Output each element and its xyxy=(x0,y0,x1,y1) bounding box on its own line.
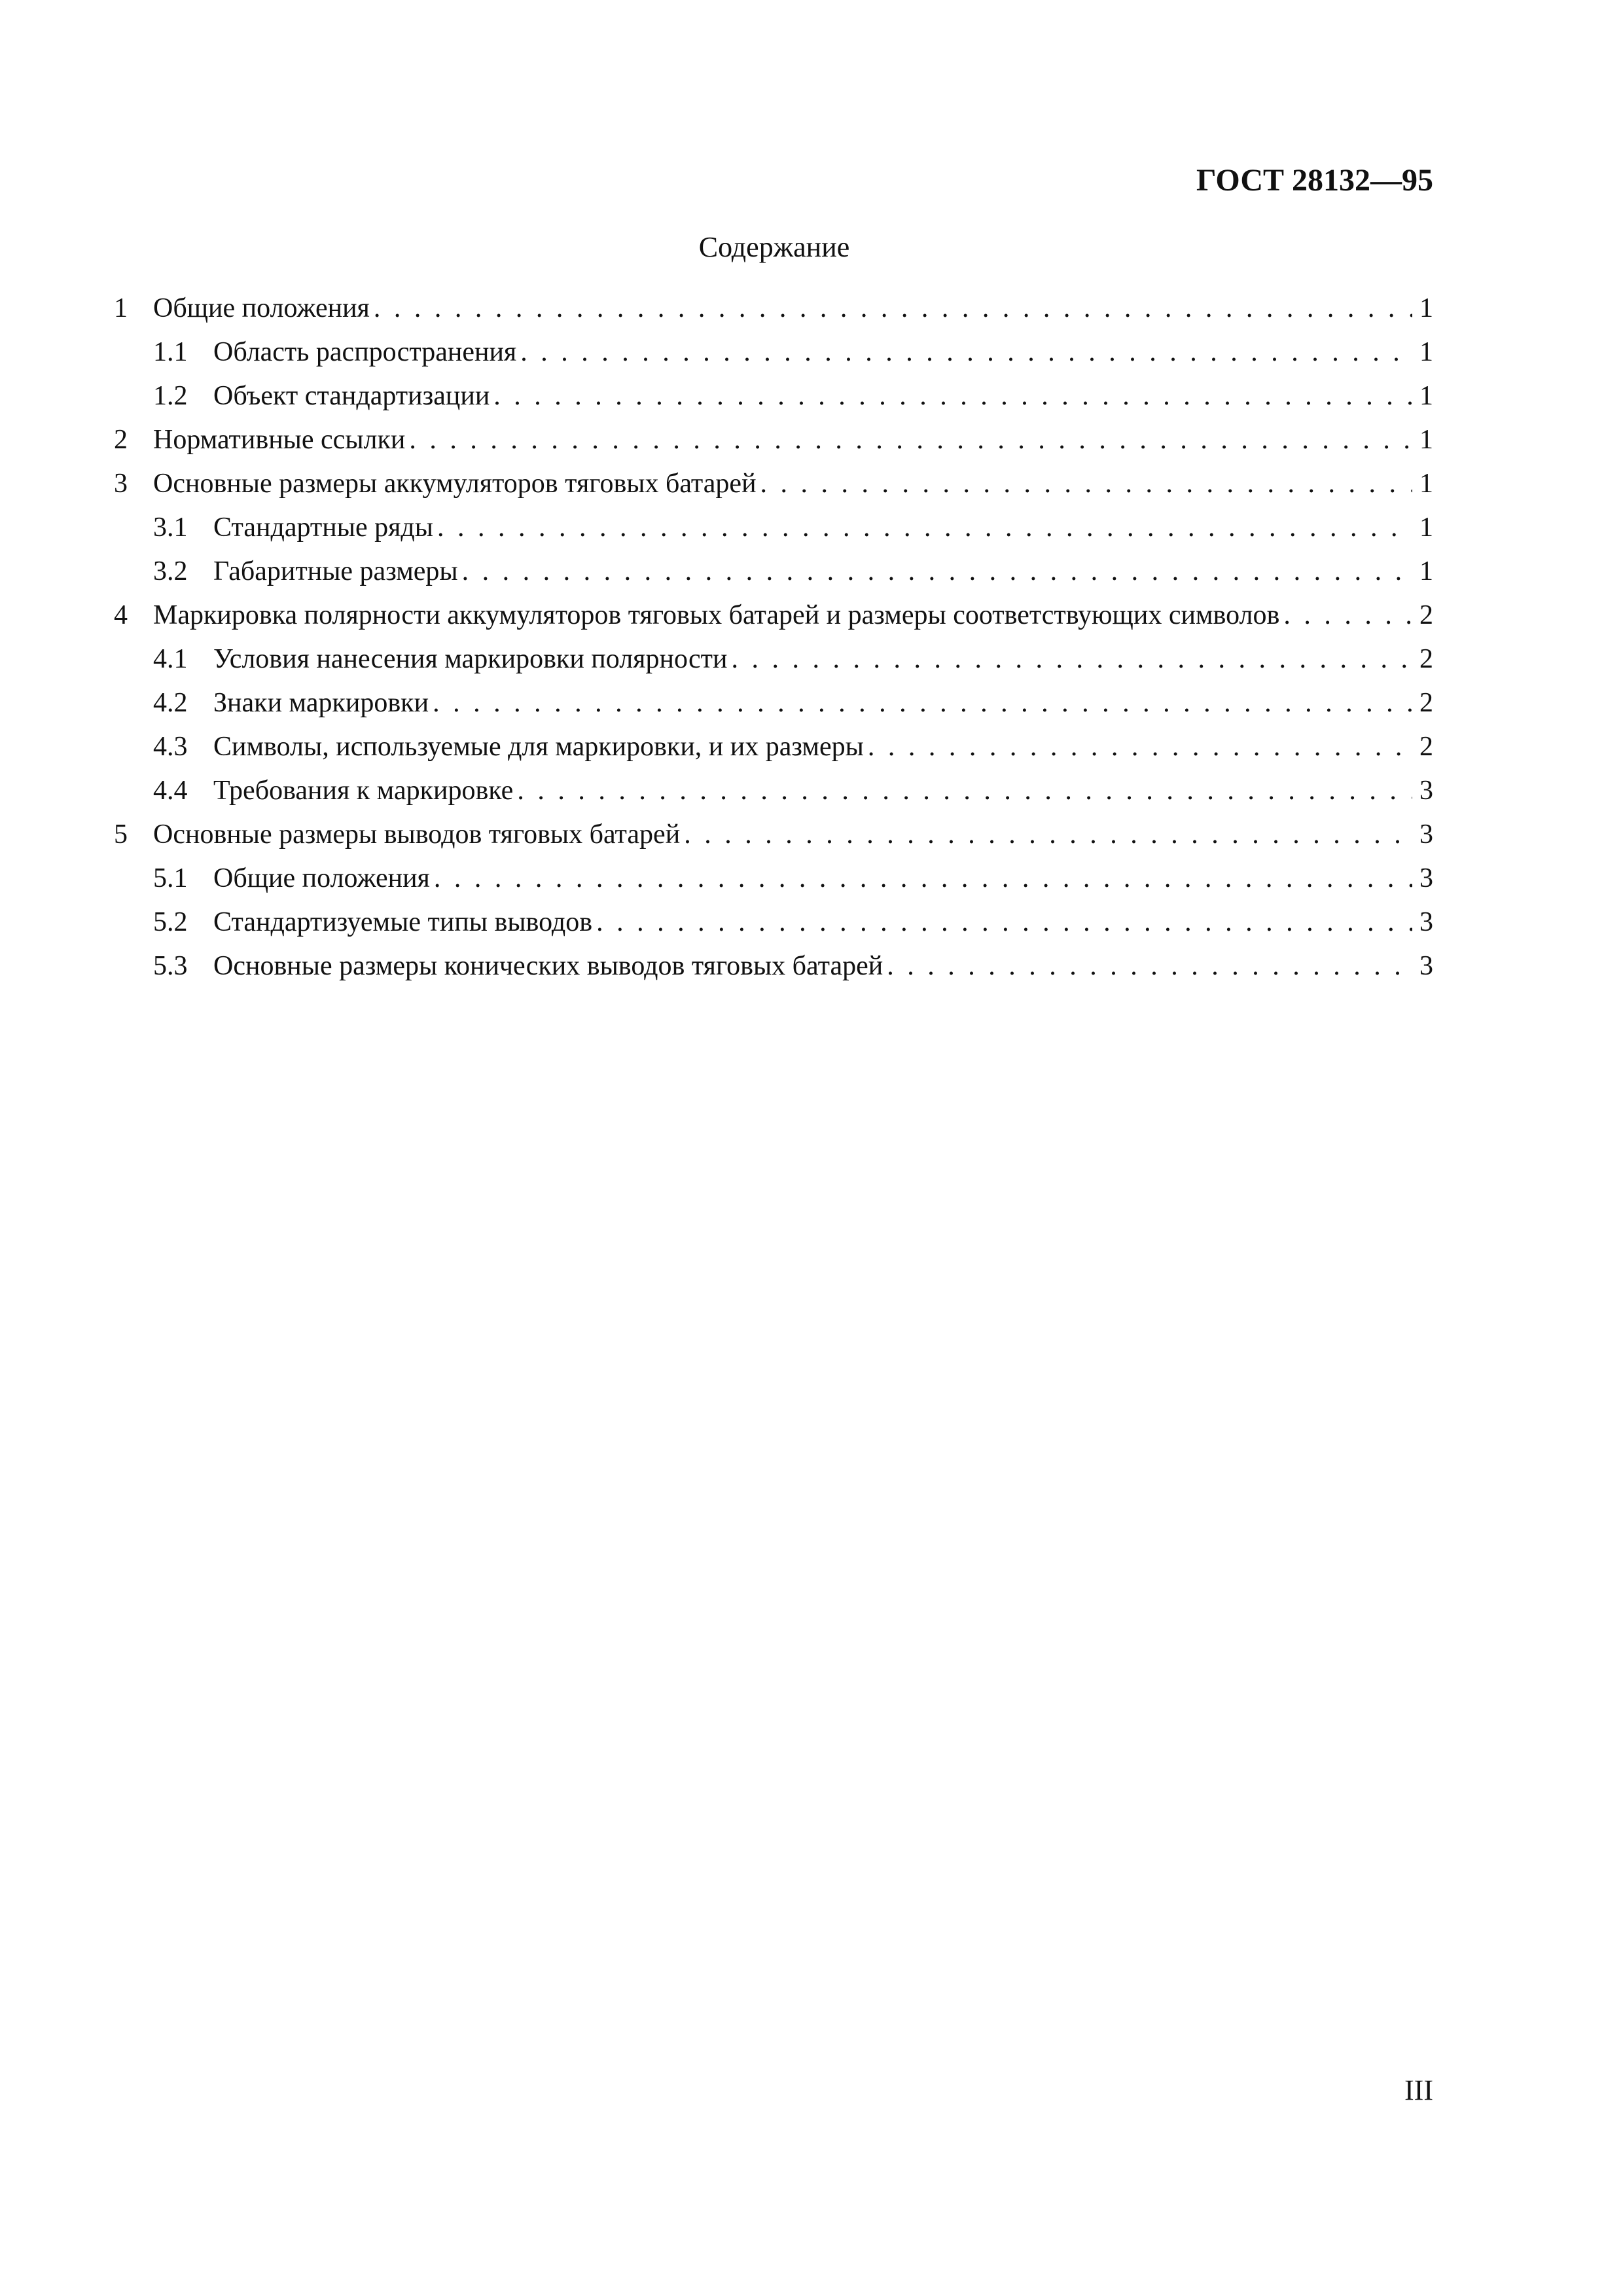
toc-entry[interactable] xyxy=(114,774,1433,818)
toc-entry[interactable] xyxy=(114,643,1433,687)
dot-leader xyxy=(596,906,1412,939)
dot-leader xyxy=(760,467,1412,500)
toc-entry-label: Габаритные размеры xyxy=(213,556,458,586)
toc-entry-page: 1 xyxy=(1419,556,1433,586)
toc-entry-label: Общие положения xyxy=(153,293,370,323)
toc-entry-label: Основные размеры аккумуляторов тяговых батарей xyxy=(153,469,757,499)
toc-entry-page: 1 xyxy=(1419,381,1433,411)
toc-entry[interactable] xyxy=(114,555,1433,599)
dot-leader xyxy=(493,380,1412,412)
toc-entry-page: 3 xyxy=(1419,863,1433,893)
toc-entry-label: Требования к маркировке xyxy=(213,776,514,806)
toc-entry-number: 4.1 xyxy=(153,644,188,674)
document-code: ГОСТ 28132—95 xyxy=(1196,163,1433,198)
dot-leader xyxy=(462,555,1412,588)
toc-entry[interactable] xyxy=(114,467,1433,511)
toc-entry[interactable] xyxy=(114,687,1433,730)
dot-leader xyxy=(868,730,1412,763)
toc-entry[interactable] xyxy=(114,862,1433,906)
toc-entry-page: 3 xyxy=(1419,776,1433,806)
toc-entry-number: 2 xyxy=(114,425,128,455)
toc-entry-page: 3 xyxy=(1419,907,1433,937)
toc-entry-number: 3 xyxy=(114,469,128,499)
toc-entry-page: 1 xyxy=(1419,337,1433,367)
toc-entry[interactable] xyxy=(114,423,1433,467)
toc-entry-number: 5.3 xyxy=(153,951,188,981)
toc-entry-page: 2 xyxy=(1419,644,1433,674)
toc-entry-label: Символы, используемые для маркировки, и их размеры xyxy=(213,732,864,762)
dot-leader xyxy=(437,511,1412,544)
toc-entry-page: 2 xyxy=(1419,600,1433,630)
dot-leader xyxy=(517,774,1412,807)
toc-entry[interactable] xyxy=(114,336,1433,380)
toc-entry-page: 3 xyxy=(1419,819,1433,850)
toc-entry-page: 1 xyxy=(1419,469,1433,499)
toc-entry[interactable] xyxy=(114,950,1433,994)
toc-entry-label: Основные размеры выводов тяговых батарей xyxy=(153,819,681,850)
toc-entry[interactable] xyxy=(114,730,1433,774)
toc-entry-label: Нормативные ссылки xyxy=(153,425,406,455)
toc-entry-label: Объект стандартизации xyxy=(213,381,490,411)
toc-entry-number: 5.2 xyxy=(153,907,188,937)
toc-entry-label: Область распространения xyxy=(213,337,517,367)
dot-leader xyxy=(887,950,1412,982)
toc-entry-number: 4.3 xyxy=(153,732,188,762)
toc-entry-number: 4.4 xyxy=(153,776,188,806)
toc-entry-page: 2 xyxy=(1419,688,1433,718)
dot-leader xyxy=(434,862,1412,895)
toc-entry-number: 3.2 xyxy=(153,556,188,586)
dot-leader xyxy=(1283,599,1412,632)
toc-entry-number: 4 xyxy=(114,600,128,630)
toc-entry-number: 5.1 xyxy=(153,863,188,893)
dot-leader xyxy=(409,423,1412,456)
toc-entry-number: 4.2 xyxy=(153,688,188,718)
toc-entry-page: 1 xyxy=(1419,293,1433,323)
toc-entry-label: Маркировка полярности аккумуляторов тяговых батарей и размеры соответствующих символов xyxy=(153,600,1280,630)
toc-entry[interactable] xyxy=(114,511,1433,555)
toc-entry-number: 3.1 xyxy=(153,512,188,543)
toc-entry-page: 1 xyxy=(1419,512,1433,543)
toc-entry[interactable] xyxy=(114,818,1433,862)
toc-entry-label: Стандартизуемые типы выводов xyxy=(213,907,593,937)
toc-entry-number: 1.2 xyxy=(153,381,188,411)
toc-entry-number: 1.1 xyxy=(153,337,188,367)
dot-leader xyxy=(374,292,1412,325)
toc-entry[interactable] xyxy=(114,292,1433,336)
toc-entry[interactable] xyxy=(114,906,1433,950)
toc-title: Содержание xyxy=(698,231,850,263)
toc-entry-number: 1 xyxy=(114,293,128,323)
toc-entry-label: Условия нанесения маркировки полярности xyxy=(213,644,728,674)
toc-entry-page: 3 xyxy=(1419,951,1433,981)
dot-leader xyxy=(684,818,1412,851)
toc-entry-label: Стандартные ряды xyxy=(213,512,433,543)
toc-entry[interactable] xyxy=(114,380,1433,423)
toc-entry-page: 2 xyxy=(1419,732,1433,762)
toc-entry[interactable] xyxy=(114,599,1433,643)
dot-leader xyxy=(433,687,1412,719)
toc-entry-label: Общие положения xyxy=(213,863,430,893)
dot-leader xyxy=(520,336,1412,368)
toc-entry-number: 5 xyxy=(114,819,128,850)
toc-entry-label: Основные размеры конических выводов тяговых батарей xyxy=(213,951,883,981)
table-of-contents xyxy=(114,292,1433,994)
page-number: III xyxy=(1404,2074,1433,2106)
toc-entry-page: 1 xyxy=(1419,425,1433,455)
toc-entry-label: Знаки маркировки xyxy=(213,688,429,718)
dot-leader xyxy=(732,643,1413,675)
